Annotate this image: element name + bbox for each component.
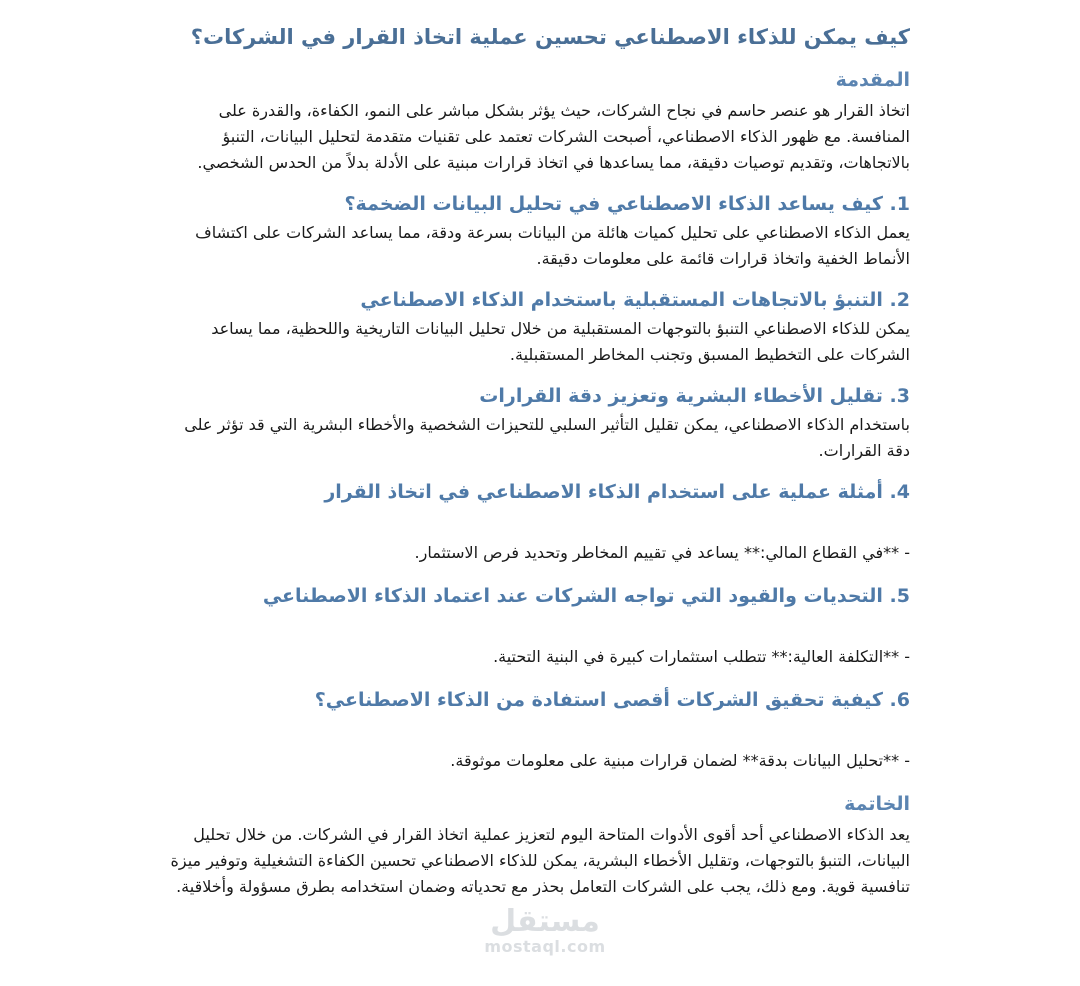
section-1-heading: 1. كيف يساعد الذكاء الاصطناعي في تحليل البيانات الضخمة؟ (344, 193, 910, 215)
section-3-paragraph: باستخدام الذكاء الاصطناعي، يمكن تقليل التأثير السلبي للتحيزات الشخصية والأخطاء البشرية التي قد تؤثر على دقة القرارات. (184, 415, 910, 460)
section-1-paragraph: يعمل الذكاء الاصطناعي على تحليل كميات هائلة من البيانات بسرعة ودقة، مما يساعد الشركات على اكتشاف الأنماط الخفية واتخاذ قرارات قائمة على معلومات دقيقة. (195, 223, 910, 268)
watermark-arabic: مستقل (490, 904, 600, 939)
conclusion-heading: الخاتمة (844, 793, 910, 815)
section-3-heading: 3. تقليل الأخطاء البشرية وتعزيز دقة القرارات (479, 385, 910, 407)
article (160, 22, 910, 914)
section-6-heading: 6. كيفية تحقيق الشركات أقصى استفادة من الذكاء الاصطناعي؟ (314, 689, 910, 711)
section-4-heading: 4. أمثلة عملية على استخدام الذكاء الاصطناعي في اتخاذ القرار (324, 481, 910, 503)
section-4-bullet: - **في القطاع المالي:** يساعد في تقييم المخاطر وتحديد فرص الاستثمار. (414, 543, 910, 562)
section-2-paragraph: يمكن للذكاء الاصطناعي التنبؤ بالتوجهات المستقبلية من خلال تحليل البيانات التاريخية واللحظية، مما يساعد الشركات على التخطيط المسبق وتجنب المخاطر المستقبلية. (211, 319, 910, 364)
page-title: كيف يمكن للذكاء الاصطناعي تحسين عملية اتخاذ القرار في الشركات؟ (190, 25, 910, 49)
intro-paragraph: اتخاذ القرار هو عنصر حاسم في نجاح الشركات، حيث يؤثر بشكل مباشر على النمو، الكفاءة، والقدرة على المنافسة. مع ظهور الذكاء الاصطناعي، أصبحت الشركات تعتمد على تقنيات متقدمة لتحليل البيانات، التنبؤ بالاتجاهات، وتقديم توصيات دقيقة، مما يساعدها في اتخاذ قرارات مبنية على الأدلة بدلاً من الحدس الشخصي. (197, 101, 910, 172)
section-2-heading: 2. التنبؤ بالاتجاهات المستقبلية باستخدام الذكاء الاصطناعي (360, 289, 910, 311)
section-5-bullet: - **التكلفة العالية:** تتطلب استثمارات كبيرة في البنية التحتية. (493, 647, 910, 666)
section-5-heading: 5. التحديات والقيود التي تواجه الشركات عند اعتماد الذكاء الاصطناعي (262, 585, 910, 607)
conclusion-paragraph: يعد الذكاء الاصطناعي أحد أقوى الأدوات المتاحة اليوم لتعزيز عملية اتخاذ القرار في الشركات. من خلال تحليل البيانات، التنبؤ بالتوجهات، وتقليل الأخطاء البشرية، يمكن للذكاء الاصطناعي تحسين الكفاءة التشغيلية وتوفير ميزة تنافسية قوية. ومع ذلك، يجب على الشركات التعامل بحذر مع تحدياته وضمان استخدامه بطرق مسؤولة وأخلاقية. (170, 825, 910, 896)
section-6-bullet: - **تحليل البيانات بدقة** لضمان قرارات مبنية على معلومات موثوقة. (450, 751, 910, 770)
intro-heading: المقدمة (835, 69, 910, 91)
watermark-latin: mostaql.com (484, 937, 606, 956)
